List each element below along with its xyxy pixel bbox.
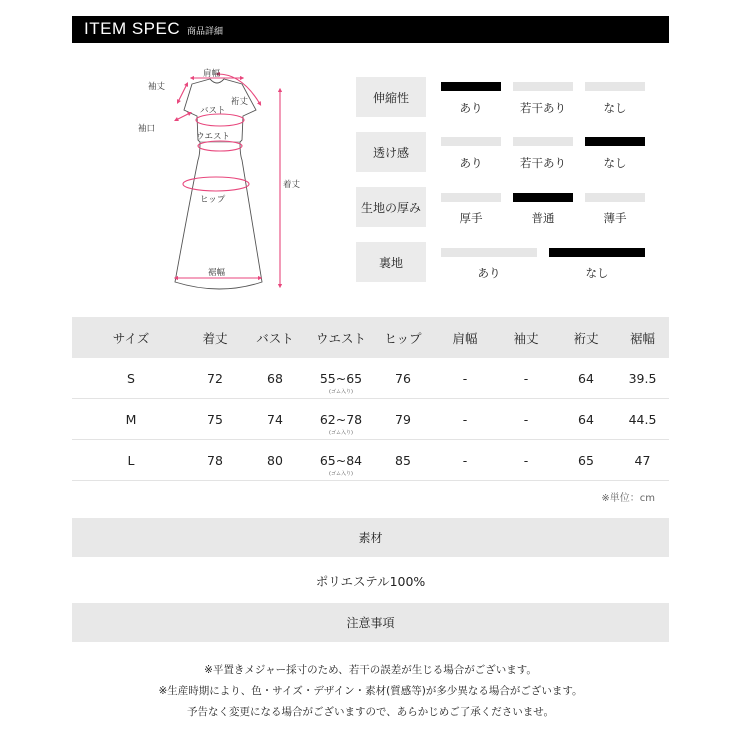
option-label: あり bbox=[459, 156, 483, 170]
table-cell-waist bbox=[310, 370, 372, 395]
table-cell: 80 bbox=[267, 452, 283, 468]
table-cell: - bbox=[462, 411, 468, 427]
table-cell: 76 bbox=[395, 370, 411, 386]
waist-value: 65~84 bbox=[319, 452, 363, 468]
waist-note: (ゴム入り) bbox=[329, 429, 353, 436]
header-title: ITEM SPEC bbox=[84, 19, 181, 38]
option-label: 薄手 bbox=[603, 211, 627, 225]
scale-segment bbox=[441, 137, 501, 146]
label-hip: ヒップ bbox=[200, 195, 226, 205]
waist-note: (ゴム入り) bbox=[329, 470, 353, 477]
caution-line: ※生産時期により、色・サイズ・デザイン・素材(質感等)が多少異なる場合がございます。 bbox=[158, 685, 583, 697]
column-header: 裾幅 bbox=[629, 330, 655, 346]
attribute-label: 伸縮性 bbox=[356, 77, 426, 117]
table-cell: 72 bbox=[207, 370, 223, 386]
label-cuff: 袖口 bbox=[138, 124, 156, 134]
scale-segment bbox=[441, 248, 537, 257]
table-cell: 79 bbox=[395, 411, 411, 427]
table-cell: 65 bbox=[578, 452, 594, 468]
material-heading: 素材 bbox=[72, 518, 669, 557]
scale-segment-selected bbox=[585, 137, 645, 146]
table-header bbox=[72, 317, 669, 358]
table-cell: 68 bbox=[267, 370, 283, 386]
scale-segment bbox=[513, 82, 573, 91]
size-spec-table bbox=[72, 317, 669, 481]
option-label: あり bbox=[477, 266, 501, 280]
label-sleeve-length: 袖丈 bbox=[148, 82, 166, 92]
table-row bbox=[72, 358, 669, 399]
scale-segment-selected bbox=[549, 248, 645, 257]
table-cell: - bbox=[462, 452, 468, 468]
option-label: 若干あり bbox=[520, 101, 566, 115]
measurement-diagram bbox=[130, 60, 320, 300]
table-cell: 44.5 bbox=[628, 411, 657, 427]
item-spec-header bbox=[72, 16, 669, 43]
option-label: 普通 bbox=[531, 211, 555, 225]
unit-note: ※単位：cm bbox=[601, 493, 655, 504]
scale-segment-selected bbox=[441, 82, 501, 91]
table-cell: L bbox=[127, 452, 135, 468]
scale-segment bbox=[513, 137, 573, 146]
material-value: ポリエステル100% bbox=[315, 574, 426, 589]
option-label: あり bbox=[459, 101, 483, 115]
column-header: 裄丈 bbox=[573, 330, 599, 346]
table-cell: - bbox=[523, 411, 529, 427]
table-row bbox=[72, 440, 669, 481]
label-hem-width: 裾幅 bbox=[208, 268, 226, 278]
table-cell: 64 bbox=[578, 411, 594, 427]
attribute-label: 裏地 bbox=[356, 242, 426, 282]
waist-note: (ゴム入り) bbox=[329, 388, 353, 395]
scale-segment bbox=[585, 193, 645, 202]
column-header: バスト bbox=[256, 330, 294, 346]
table-cell: S bbox=[127, 370, 135, 386]
option-label: 若干あり bbox=[520, 156, 566, 170]
table-cell: 47 bbox=[634, 452, 651, 468]
scale-segment bbox=[585, 82, 645, 91]
option-label: なし bbox=[603, 101, 627, 115]
label-yuki: 裄丈 bbox=[231, 97, 249, 107]
table-cell: 39.5 bbox=[628, 370, 657, 386]
table-cell: - bbox=[523, 452, 529, 468]
column-header: 着丈 bbox=[202, 330, 228, 346]
caution-notes bbox=[72, 660, 669, 723]
attribute-label: 生地の厚み bbox=[356, 187, 426, 227]
table-cell-waist bbox=[310, 411, 372, 436]
label-waist: ウエスト bbox=[196, 132, 231, 142]
column-header: 袖丈 bbox=[513, 330, 539, 346]
option-label: なし bbox=[585, 266, 609, 280]
caution-heading: 注意事項 bbox=[72, 603, 669, 642]
table-cell: - bbox=[462, 370, 468, 386]
table-cell-waist bbox=[310, 452, 372, 477]
table-cell: 64 bbox=[578, 370, 594, 386]
option-label: なし bbox=[603, 156, 627, 170]
caution-line: 予告なく変更になる場合がございますので、あらかじめご了承くださいませ。 bbox=[187, 706, 554, 718]
header-subtitle: 商品詳細 bbox=[187, 27, 224, 37]
scale-segment bbox=[441, 193, 501, 202]
option-label: 厚手 bbox=[459, 211, 483, 225]
waist-value: 62~78 bbox=[319, 411, 363, 427]
caution-line: ※平置きメジャー採寸のため、若干の誤差が生じる場合がございます。 bbox=[204, 664, 537, 676]
label-bust: バスト bbox=[200, 106, 226, 116]
table-cell: 78 bbox=[207, 452, 223, 468]
column-header: サイズ bbox=[112, 330, 150, 346]
waist-value: 55~65 bbox=[319, 370, 363, 386]
table-row bbox=[72, 399, 669, 440]
column-header: ヒップ bbox=[384, 330, 422, 346]
label-length: 着丈 bbox=[283, 180, 301, 190]
scale-segment-selected bbox=[513, 193, 573, 202]
column-header: ウエスト bbox=[315, 330, 366, 346]
table-cell: 74 bbox=[267, 411, 283, 427]
label-shoulder-width: 肩幅 bbox=[203, 69, 221, 79]
column-header: 肩幅 bbox=[452, 330, 478, 346]
table-cell: M bbox=[125, 411, 137, 427]
table-cell: - bbox=[523, 370, 529, 386]
table-cell: 75 bbox=[207, 411, 223, 427]
attribute-label: 透け感 bbox=[356, 132, 426, 172]
table-cell: 85 bbox=[395, 452, 411, 468]
